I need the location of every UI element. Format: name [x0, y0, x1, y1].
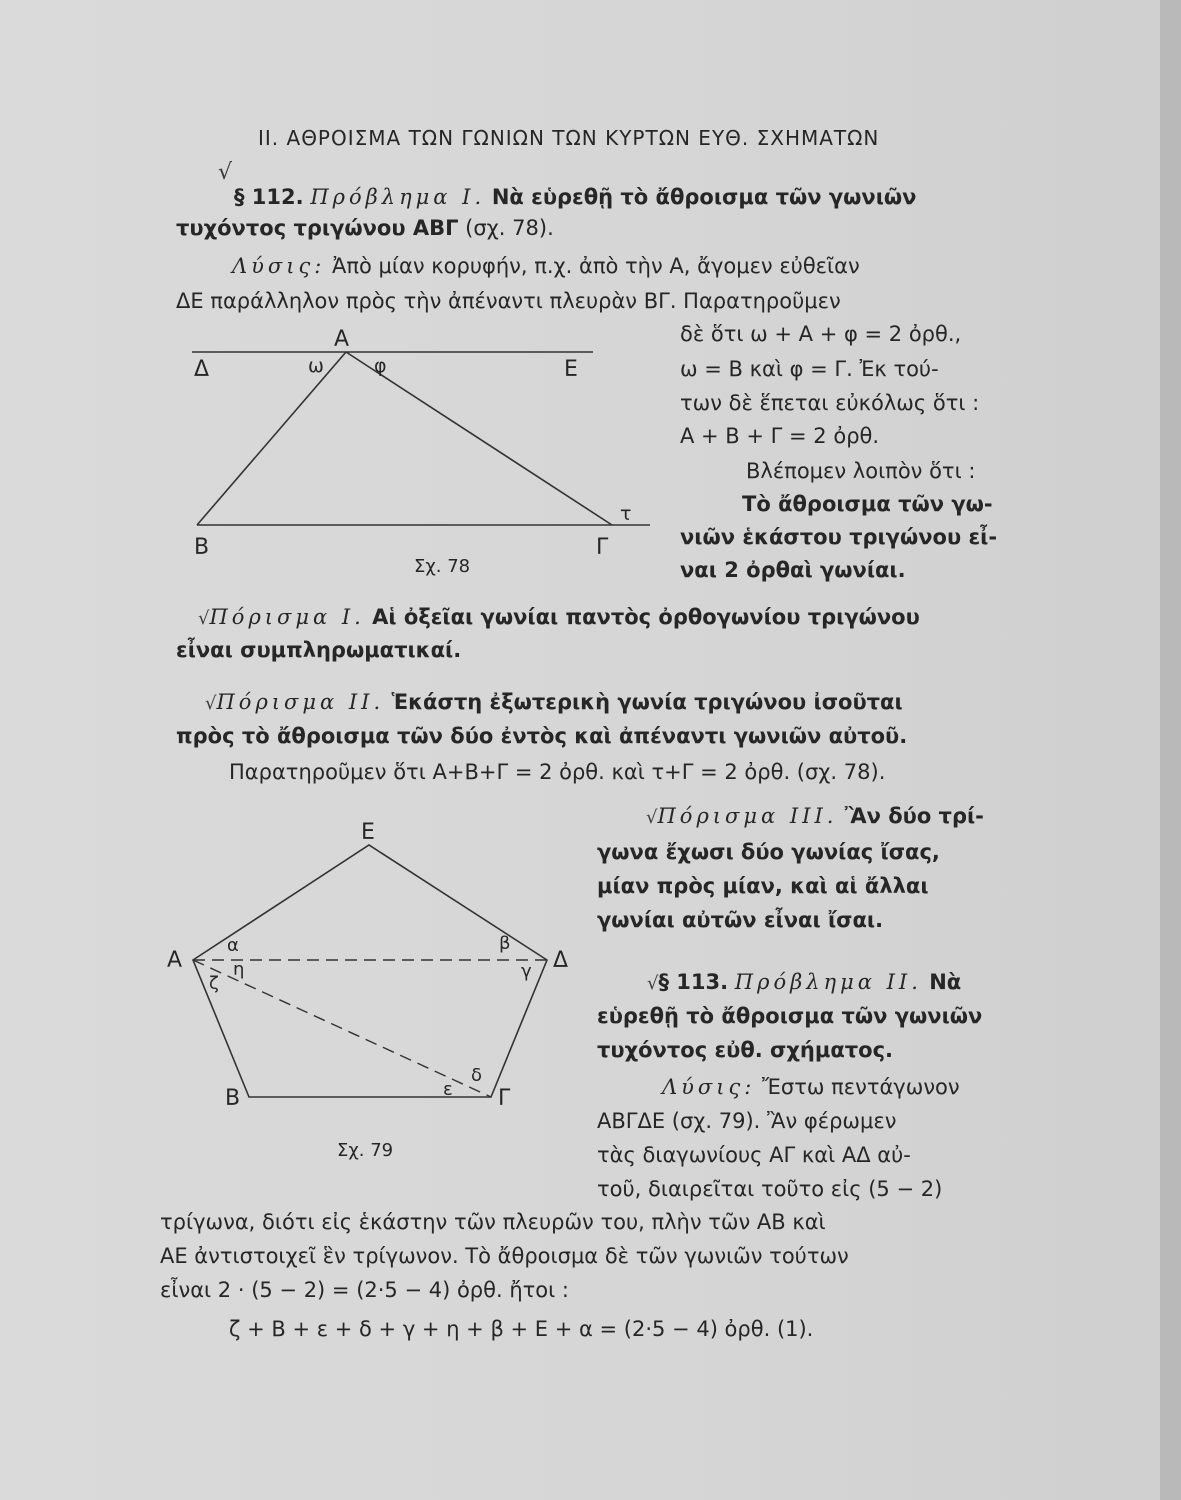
sec113-title-line2: εὑρεθῇ τὸ ἄθροισμα τῶν γωνιῶν: [597, 1004, 983, 1028]
sec112-theorem-1: Τὸ ἄθροισμα τῶν γω-: [742, 492, 993, 516]
sec112-we-see: Βλέπομεν λοιπὸν ὅτι :: [746, 459, 976, 483]
sec112-solution-text1: Ἀπὸ μίαν κορυφήν, π.χ. ἀπὸ τὴν Α, ἄγομεν εὐθεῖαν: [325, 254, 860, 278]
sec112-title-line2: [176, 214, 554, 242]
porisma2-label: Πόρισμα ΙΙ.: [216, 690, 385, 714]
sec113-label: Πρόβλημα ΙΙ.: [734, 970, 922, 994]
sec113-full-1: τρίγωνα, διότι εἰς ἑκάστην τῶν πλευρῶν του, πλὴν τῶν ΑΒ καὶ: [160, 1210, 826, 1234]
label-D: Δ: [553, 948, 569, 973]
sec113-right-2: τὰς διαγωνίους ΑΓ καὶ ΑΔ αὐ-: [597, 1143, 911, 1167]
porisma1-label: Πόρισμα Ι.: [209, 605, 365, 629]
sec113-equation: ζ + Β + ε + δ + γ + η + β + Ε + α = (2·5 − 4) ὀρθ. (1).: [229, 1317, 814, 1341]
figure-78: [180, 320, 660, 580]
label-B: Β: [225, 1086, 241, 1111]
porisma2-line1: [205, 688, 903, 718]
porisma3-line2: γωνα ἔχωσι δύο γωνίας ἴσας,: [597, 840, 940, 864]
label-zeta: ζ: [209, 973, 219, 994]
label-E: Ε: [564, 357, 578, 382]
porisma1-line2: εἶναι συμπληρωματικαί.: [176, 638, 462, 662]
porisma3-line1: [646, 802, 984, 832]
check-mark: √: [646, 807, 658, 828]
sec112-label: Πρόβλημα Ι.: [310, 185, 486, 209]
label-B: Β: [194, 535, 210, 560]
sec112-title: Νὰ εὑρεθῇ τὸ ἄθροισμα τῶν γωνιῶν: [491, 185, 917, 209]
check-mark: √: [647, 973, 659, 994]
sec113-number: § 113.: [658, 970, 729, 994]
running-header: II. ΑΘΡΟΙΣΜΑ ΤΩΝ ΓΩΝΙΩΝ ΤΩΝ ΚΥΡΤΩΝ ΕΥΘ. ΣΧΗΜΑΤΩΝ: [258, 126, 880, 150]
sec113-solution-line: [662, 1073, 960, 1101]
label-G: Γ: [596, 535, 609, 560]
sec113-full-2: ΑΕ ἀντιστοιχεῖ ἓν τρίγωνον. Τὸ ἄθροισμα δὲ τῶν γωνιῶν τούτων: [160, 1244, 849, 1268]
sec113-solution-label: Λύσις:: [662, 1075, 756, 1099]
sec112-right-1: δὲ ὅτι ω + Α + φ = 2 ὀρθ.,: [680, 322, 962, 346]
porisma3-line4: γωνίαι αὐτῶν εἶναι ἴσαι.: [597, 908, 884, 932]
sec112-theorem-2: νιῶν ἑκάστου τριγώνου εἶ-: [680, 525, 998, 549]
sec112-theorem-3: ναι 2 ὀρθαὶ γωνίαι.: [680, 558, 906, 582]
sec113-right-3: τοῦ, διαιρεῖται τοῦτο εἰς (5 − 2): [597, 1177, 943, 1201]
label-A: Α: [167, 948, 183, 973]
label-phi: φ: [374, 355, 387, 377]
sec112-title2-rest: (σχ. 78).: [458, 216, 554, 240]
label-D: Δ: [194, 357, 210, 382]
sec112-number: § 112.: [234, 185, 304, 209]
sec113-solution-text: Ἔστω πεντάγωνον: [755, 1075, 960, 1099]
sec112-right-4: Α + Β + Γ = 2 ὀρθ.: [680, 424, 880, 448]
porisma3-line3: μίαν πρὸς μίαν, καὶ αἱ ἄλλαι: [597, 874, 929, 898]
label-delta: δ: [471, 1065, 483, 1086]
porisma2-text1: Ἑκάστη ἐξωτερικὴ γωνία τριγώνου ἰσοῦται: [384, 690, 903, 714]
label-beta: β: [499, 933, 511, 954]
label-alpha: α: [227, 935, 239, 956]
sec112-title2-bold: τυχόντος τριγώνου ΑΒΓ: [176, 216, 459, 240]
side-AB: [197, 352, 346, 525]
label-tau: τ: [620, 503, 632, 525]
sec113-title1: Νὰ: [921, 970, 962, 994]
sec113-title-line3: τυχόντος εὐθ. σχήματος.: [597, 1038, 894, 1062]
label-eta: η: [233, 959, 245, 980]
sec112-right-2: ω = Β καὶ φ = Γ. Ἐκ τού-: [680, 357, 939, 381]
sec113-full-3: εἶναι 2 · (5 − 2) = (2·5 − 4) ὀρθ. ἤτοι :: [160, 1278, 569, 1302]
sec112-solution-line1: [232, 252, 860, 280]
porisma2-line2: πρὸς τὸ ἄθροισμα τῶν δύο ἐντὸς καὶ ἀπέναντι γωνιῶν αὐτοῦ.: [176, 724, 908, 748]
diagonal-AG: [193, 960, 491, 1097]
caption-78: Σχ. 78: [414, 556, 471, 577]
label-A: Α: [334, 327, 350, 352]
porisma1-line1: [198, 603, 920, 633]
label-E: Ε: [361, 820, 375, 845]
label-epsilon: ε: [443, 1079, 453, 1100]
porisma2-note: Παρατηροῦμεν ὅτι Α+Β+Γ = 2 ὀρθ. καὶ τ+Γ = 2 ὀρθ. (σχ. 78).: [229, 760, 886, 784]
page-edge-shadow: [1160, 0, 1181, 1500]
sec112-solution-line2: ΔΕ παράλληλον πρὸς τὴν ἀπέναντι πλευρὰν ΒΓ. Παρατηροῦμεν: [176, 289, 841, 313]
label-gamma: γ: [521, 961, 532, 982]
sec113-right-1: ΑΒΓΔΕ (σχ. 79). Ἂν φέρωμεν: [597, 1109, 897, 1133]
pentagon-ABGDE: [193, 845, 547, 1097]
sec112-right-3: των δὲ ἕπεται εὐκόλως ὅτι :: [680, 391, 980, 415]
porisma1-text1: Αἱ ὀξεῖαι γωνίαι παντὸς ὀρθογωνίου τριγώνου: [364, 605, 920, 629]
check-mark: √: [218, 160, 233, 185]
porisma3-label: Πόρισμα ΙΙΙ.: [657, 804, 838, 828]
check-mark: √: [205, 693, 217, 714]
label-omega: ω: [308, 355, 324, 377]
figure-79: [165, 815, 585, 1175]
sec112-solution-label: Λύσις:: [232, 254, 326, 278]
sec113-title-line1: [647, 968, 961, 998]
check-mark: √: [198, 608, 210, 629]
porisma3-text1: Ἂν δύο τρί-: [837, 804, 984, 828]
caption-79: Σχ. 79: [337, 1140, 394, 1161]
sec112-title-line1: [234, 183, 916, 211]
label-G: Γ: [498, 1086, 511, 1111]
